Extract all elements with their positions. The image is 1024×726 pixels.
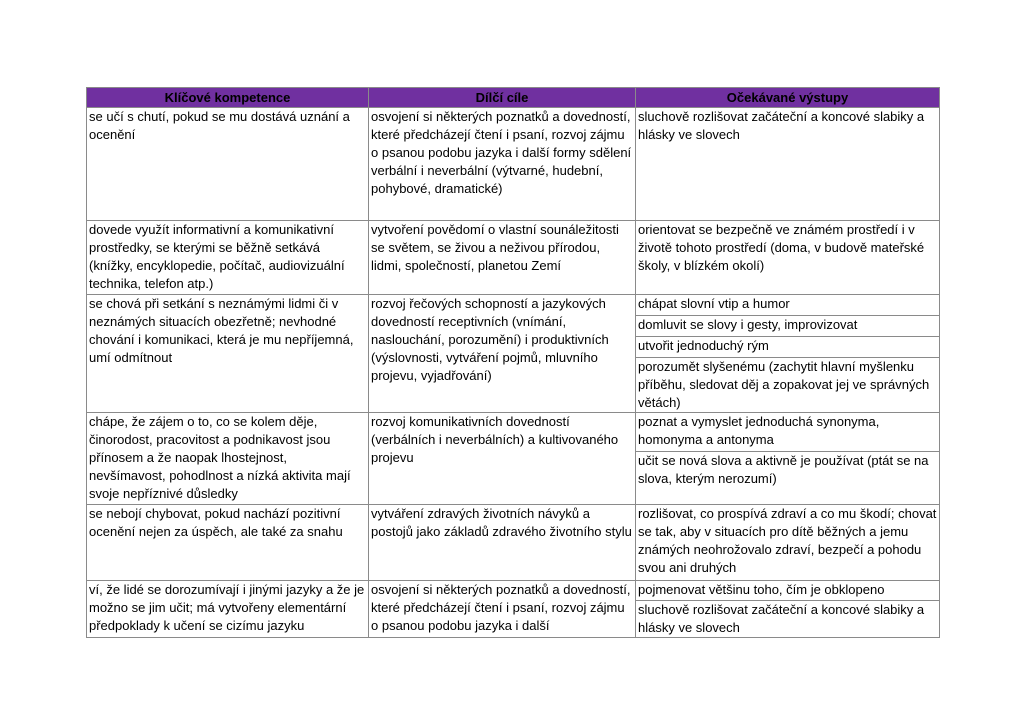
cile-cell: osvojení si některých poznatků a dovedností, které předcházejí čtení i psaní, rozvoj zájmu o psanou podobu jazyka i další formy sdělení verbální i neverbální (výtvarné, hudební, pohybové, dramatické) <box>369 108 636 221</box>
header-klicove-kompetence: Klíčové kompetence <box>87 88 369 108</box>
header-ocekavane-vystupy: Očekávané výstupy <box>636 88 940 108</box>
vystupy-cell <box>636 413 940 505</box>
vystup-item: pojmenovat většinu toho, čím je obklopeno <box>636 581 939 601</box>
vystup-item: poznat a vymyslet jednoduchá synonyma, homonyma a antonyma <box>636 413 939 452</box>
cile-cell: vytvoření povědomí o vlastní sounáležitosti se světem, se živou a neživou přírodou, lidmi, společností, planetou Zemí <box>369 221 636 295</box>
kompetence-cell: chápe, že zájem o to, co se kolem děje, činorodost, pracovitost a podnikavost jsou přínosem a že naopak lhostejnost, nevšímavost, pohodlnost a nízká aktivita mají svoje nepříznivé důsledky <box>87 413 369 505</box>
vystupy-cell: sluchově rozlišovat začáteční a koncové slabiky a hlásky ve slovech <box>636 108 940 221</box>
kompetence-cell: se chová při setkání s neznámými lidmi či v neznámých situacích obezřetně; nevhodné chování i komunikaci, která je mu nepříjemná, umí odmítnout <box>87 295 369 413</box>
cile-cell <box>369 581 636 638</box>
kompetence-cell: dovede využít informativní a komunikativní prostředky, se kterými se běžně setkává (knížky, encyklopedie, počítač, audiovizuální technika, telefon atp.) <box>87 221 369 295</box>
kompetence-cell: ví, že lidé se dorozumívají i jinými jazyky a že je možno se jim učit; má vytvořeny elementární předpoklady k učení se cizímu jazyku <box>87 581 369 638</box>
header-dilci-cile: Dílčí cíle <box>369 88 636 108</box>
cile-cell: vytváření zdravých životních návyků a postojů jako základů zdravého životního stylu <box>369 505 636 581</box>
table-row <box>87 108 940 221</box>
vystup-item: domluvit se slovy i gesty, improvizovat <box>636 316 939 337</box>
vystup-item: chápat slovní vtip a humor <box>636 295 939 316</box>
vystup-item: utvořit jednoduchý rým <box>636 337 939 358</box>
vystup-item: učit se nová slova a aktivně je používat (ptát se na slova, kterým nerozumí) <box>638 453 929 486</box>
kompetence-cell: se nebojí chybovat, pokud nachází pozitivní ocenění nejen za úspěch, ale také za snahu <box>87 505 369 581</box>
table-header-row <box>87 88 940 108</box>
table-row <box>87 581 940 638</box>
cile-cell: rozvoj řečových schopností a jazykových dovedností receptivních (vnímání, naslouchání, porozumění) i produktivních (výslovnosti, vytváření pojmů, mluvního projevu, vyjadřování) <box>369 295 636 413</box>
vystupy-cell <box>636 581 940 638</box>
kompetence-cell: se učí s chutí, pokud se mu dostává uznání a ocenění <box>87 108 369 221</box>
table-row <box>87 505 940 581</box>
vystupy-cell <box>636 295 940 413</box>
cile-text: osvojení si některých poznatků a dovedností, které předcházejí čtení i psaní, rozvoj zájmu o psanou podobu jazyka i další <box>371 582 631 633</box>
vystup-item: porozumět slyšenému (zachytit hlavní myšlenku příběhu, sledovat děj a zopakovat jej ve správných větách) <box>638 359 930 410</box>
vystup-item: sluchově rozlišovat začáteční a koncové slabiky a hlásky ve slovech <box>638 602 925 635</box>
table-row <box>87 413 940 505</box>
vystupy-cell: rozlišovat, co prospívá zdraví a co mu škodí; chovat se tak, aby v situacích pro dítě běžných a jemu známých neohrožovalo zdraví, bezpečí a pohodu svou ani druhých <box>636 505 940 581</box>
vystupy-cell: orientovat se bezpečně ve známém prostředí i v životě tohoto prostředí (doma, v budově mateřské školy, v blízkém okolí) <box>636 221 940 295</box>
cile-cell: rozvoj komunikativních dovedností (verbálních i neverbálních) a kultivovaného projevu <box>369 413 636 505</box>
competence-table <box>86 87 940 638</box>
table-row <box>87 295 940 413</box>
table-row <box>87 221 940 295</box>
